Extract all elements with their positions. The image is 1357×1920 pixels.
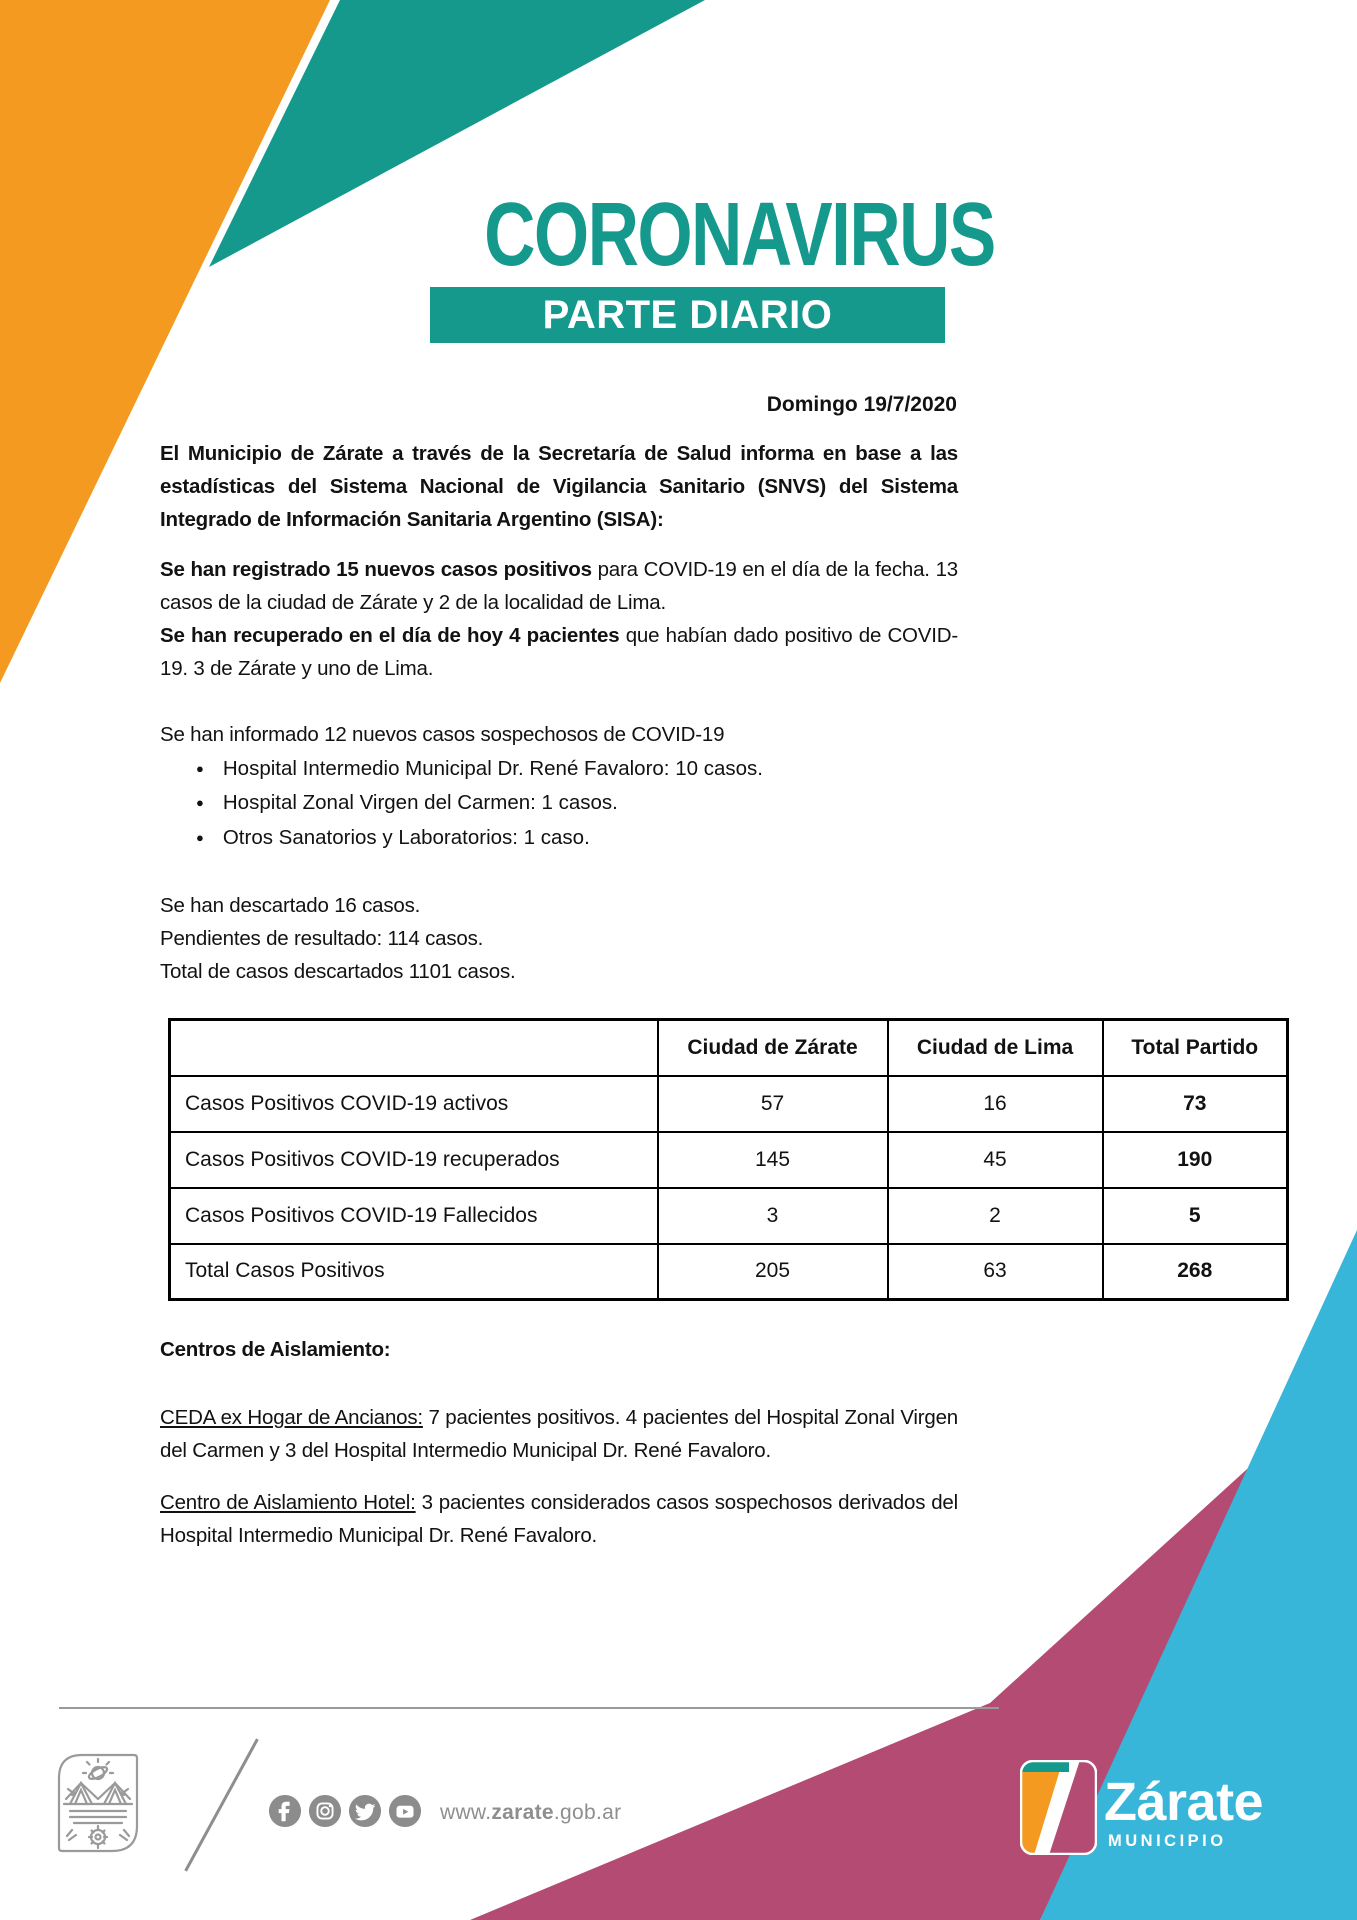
registered-lead: Se han registrado 15 nuevos casos positivos — [160, 558, 592, 581]
report-subtitle: PARTE DIARIO — [542, 293, 833, 337]
cell-zarate: 145 — [658, 1132, 888, 1188]
row-label: Casos Positivos COVID-19 activos — [170, 1076, 658, 1132]
pending-line: Pendientes de resultado: 114 casos. — [160, 927, 484, 950]
list-item — [196, 826, 956, 850]
zarate-logo-icon — [1020, 1760, 1097, 1855]
recovered-lead: Se han recuperado en el día de hoy 4 pacientes — [160, 624, 620, 647]
cell-total: 190 — [1103, 1132, 1288, 1188]
report-title: CORONAVIRUS — [484, 185, 995, 285]
ceda-paragraph — [160, 1401, 958, 1467]
hotel-lead: Centro de Aislamiento Hotel: — [160, 1491, 416, 1514]
youtube-icon — [388, 1794, 422, 1828]
cell-total: 73 — [1103, 1076, 1288, 1132]
intro-paragraph: El Municipio de Zárate a través de la Secretaría de Salud informa en base a las estadísticas del Sistema Nacional de Vigilancia Sanitario (SNVS) del Sistema Integrado de Información Sanitaria Argentino (SISA): — [160, 442, 958, 531]
registered-rest: para COVID-19 en el día de la fecha. 13 casos de la ciudad de Zárate y 2 de la localidad de Lima. — [160, 558, 958, 614]
table-row — [170, 1188, 1288, 1244]
url-prefix: www. — [440, 1801, 492, 1824]
hotel-paragraph — [160, 1486, 958, 1552]
bullet-icon: ● — [196, 761, 204, 776]
table-total-row — [170, 1244, 1288, 1300]
list-item — [196, 791, 956, 815]
table-row — [170, 1132, 1288, 1188]
city-emblem-icon — [56, 1752, 140, 1854]
discarded-line: Se han descartado 16 casos. — [160, 894, 421, 917]
col-header-zarate: Ciudad de Zárate — [658, 1020, 888, 1076]
table-corner-cell — [170, 1020, 658, 1076]
bullet-icon: ● — [196, 795, 204, 810]
bullet-icon: ● — [196, 830, 204, 845]
registered-paragraph — [160, 553, 958, 619]
suspected-intro-line: Se han informado 12 nuevos casos sospechosos de COVID-19 — [160, 723, 725, 746]
row-label: Casos Positivos COVID-19 recuperados — [170, 1132, 658, 1188]
cell-zarate: 3 — [658, 1188, 888, 1244]
stats-block — [160, 889, 516, 988]
facebook-icon — [268, 1794, 302, 1828]
list-item-text: Hospital Intermedio Municipal Dr. René Favaloro: 10 casos. — [222, 757, 763, 780]
recovered-paragraph — [160, 619, 958, 685]
cell-total: 268 — [1103, 1244, 1288, 1300]
cell-lima: 16 — [888, 1076, 1103, 1132]
twitter-icon — [348, 1794, 382, 1828]
col-header-total: Total Partido — [1103, 1020, 1288, 1076]
cell-zarate: 57 — [658, 1076, 888, 1132]
aislamiento-heading: Centros de Aislamiento: — [160, 1338, 391, 1361]
list-item-text: Otros Sanatorios y Laboratorios: 1 caso. — [222, 826, 590, 849]
hotel-rest: 3 pacientes considerados casos sospechosos derivados del Hospital Intermedio Municipal Dr. René Favaloro. — [160, 1491, 958, 1547]
report-date: Domingo 19/7/2020 — [766, 393, 957, 416]
cell-lima: 2 — [888, 1188, 1103, 1244]
logo-wordmark: Zárate — [1104, 1772, 1264, 1832]
table-header-row — [170, 1020, 1288, 1076]
footer-divider — [59, 1707, 999, 1709]
instagram-icon — [308, 1794, 342, 1828]
list-item-text: Hospital Zonal Virgen del Carmen: 1 casos. — [222, 791, 618, 814]
cell-zarate: 205 — [658, 1244, 888, 1300]
cell-lima: 45 — [888, 1132, 1103, 1188]
covid-stats-table — [168, 1018, 1289, 1301]
footer-slash-divider — [184, 1738, 258, 1871]
ceda-rest: 7 pacientes positivos. 4 pacientes del Hospital Zonal Virgen del Carmen y 3 del Hospital Intermedio Municipal Dr. René Favaloro. — [160, 1406, 959, 1462]
table-row — [170, 1076, 1288, 1132]
cell-total: 5 — [1103, 1188, 1288, 1244]
ceda-lead: CEDA ex Hogar de Ancianos: — [160, 1406, 423, 1429]
col-header-lima: Ciudad de Lima — [888, 1020, 1103, 1076]
list-item — [196, 757, 956, 781]
logo-subtitle: MUNICIPIO — [1108, 1832, 1227, 1850]
url-suffix: .gob.ar — [553, 1801, 622, 1824]
website-url — [440, 1801, 621, 1825]
report-subtitle-banner — [430, 287, 945, 343]
row-label: Total Casos Positivos — [170, 1244, 658, 1300]
row-label: Casos Positivos COVID-19 Fallecidos — [170, 1188, 658, 1244]
cell-lima: 63 — [888, 1244, 1103, 1300]
recovered-rest: que habían dado positivo de COVID-19. 3 de Zárate y uno de Lima. — [160, 624, 958, 680]
total-discarded-line: Total de casos descartados 1101 casos. — [160, 960, 516, 983]
url-domain: zarate — [491, 1801, 554, 1824]
